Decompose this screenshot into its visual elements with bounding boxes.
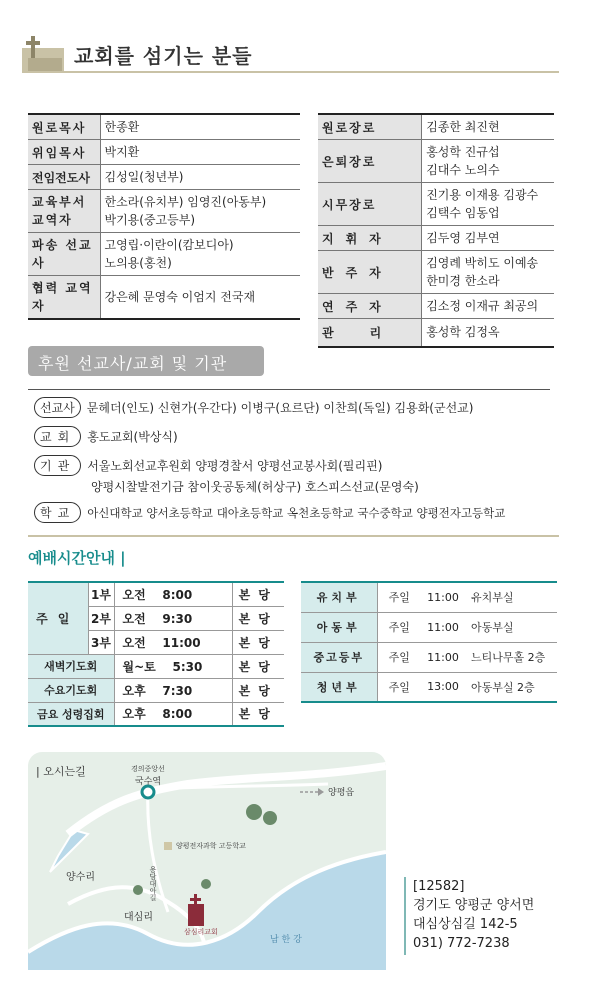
staff-value xyxy=(422,140,554,183)
missionary-list: 문헤더(인도) 신현가(우간다) 이병구(요르단) 이찬희(독일) 김용화(군선교) xyxy=(86,401,474,415)
service-clock: 9:30 xyxy=(162,611,193,626)
service-clock: 7:30 xyxy=(162,683,193,698)
staff-value-line: 홍성학 진규섭 xyxy=(426,145,500,159)
station-line-label: 경의중앙선 xyxy=(131,765,165,773)
service-time xyxy=(114,630,232,654)
staff-value: 강은혜 문영숙 이엄지 전국재 xyxy=(100,276,300,320)
table-row xyxy=(28,190,300,233)
service-ampm: 오전 xyxy=(122,635,146,650)
support-section-title: 후원 선교사/교회 및 기관 xyxy=(28,346,264,376)
table-row xyxy=(318,319,554,347)
address-bar xyxy=(404,877,406,955)
dept-place: 아동부실 2층 xyxy=(465,672,557,702)
service-ampm: 월~토 xyxy=(122,659,156,674)
service-place: 본당 xyxy=(232,630,284,654)
tree-icon xyxy=(263,811,277,825)
header-divider xyxy=(22,71,559,73)
zip-code: [12582] xyxy=(413,879,465,894)
church-cross-icon xyxy=(22,34,64,72)
service-time xyxy=(114,654,232,678)
staff-value: 김두영 김부연 xyxy=(422,226,554,251)
school-label: 양평전자과학 고등학교 xyxy=(176,842,246,850)
school-icon xyxy=(164,842,172,850)
staff-value: 한종환 xyxy=(100,114,300,140)
service-name: 금요 성령집회 xyxy=(28,702,114,726)
address-line-1: 경기도 양평군 양서면 xyxy=(413,898,535,913)
dept-day: 주일 xyxy=(377,612,421,642)
table-row xyxy=(28,582,284,606)
staff-value-line: 노의용(홍천) xyxy=(104,256,172,270)
dept-name: 유치부 xyxy=(301,582,377,612)
service-part: 2부 xyxy=(88,606,114,630)
dept-time: 13:00 xyxy=(421,672,465,702)
map-title-text: 오시는길 xyxy=(43,765,86,778)
phone-number: 031) 772-7238 xyxy=(413,936,510,951)
staff-value-line: 박기용(중고등부) xyxy=(104,213,196,227)
river-label: 남 한 강 xyxy=(270,935,302,945)
school-list: 아신대학교 양서초등학교 대아초등학교 옥천초등학교 국수중학교 양평전자고등학교 xyxy=(87,506,506,520)
dept-day: 주일 xyxy=(377,672,421,702)
staff-label: 전임전도사 xyxy=(28,165,100,190)
service-ampm: 오전 xyxy=(122,587,146,602)
service-place: 본당 xyxy=(232,582,284,606)
service-clock: 8:00 xyxy=(162,587,193,602)
address-line-2: 대심상심길 142-5 xyxy=(413,917,518,932)
station-icon xyxy=(142,786,154,798)
support-divider xyxy=(28,389,550,390)
dept-place: 유치부실 xyxy=(465,582,557,612)
org-tag: 기관 xyxy=(34,455,81,476)
service-clock: 8:00 xyxy=(162,707,193,722)
staff-label: 교육부서 교역자 xyxy=(28,190,100,233)
staff-value-line: 한미경 한소라 xyxy=(426,274,500,288)
service-place: 본당 xyxy=(232,606,284,630)
missionary-row xyxy=(34,397,473,418)
staff-value xyxy=(422,251,554,294)
service-part: 1부 xyxy=(88,582,114,606)
staff-label: 반주자 xyxy=(318,251,422,294)
service-time xyxy=(114,678,232,702)
tree-icon xyxy=(246,804,262,820)
staff-value xyxy=(100,190,300,233)
dept-name: 중고등부 xyxy=(301,642,377,672)
missionary-tag: 선교사 xyxy=(34,397,81,418)
dept-name: 아동부 xyxy=(301,612,377,642)
table-row xyxy=(301,582,557,612)
service-time xyxy=(114,582,232,606)
dept-place: 느티나무홀 2층 xyxy=(465,642,557,672)
staff-value-line: 김대수 노의수 xyxy=(426,163,500,177)
church-tag: 교회 xyxy=(34,426,81,447)
church-list: 홍도교회(박상식) xyxy=(87,430,178,444)
org-row xyxy=(34,455,382,476)
table-row xyxy=(318,183,554,226)
school-row xyxy=(34,502,505,523)
church-label: 삼심리교회 xyxy=(184,928,218,936)
dept-day: 주일 xyxy=(377,582,421,612)
service-place: 본당 xyxy=(232,702,284,726)
staff-label: 지휘자 xyxy=(318,226,422,251)
tree-icon xyxy=(201,879,211,889)
staff-value-line: 진기용 이재용 김광수 xyxy=(426,188,539,202)
staff-label: 협력 교역자 xyxy=(28,276,100,320)
staff-label: 원로목사 xyxy=(28,114,100,140)
table-row xyxy=(318,294,554,319)
org-list-1: 서울노회선교후원회 양평경찰서 양평선교봉사회(필리핀) xyxy=(87,459,383,473)
worship-table xyxy=(28,581,284,727)
staff-label: 원로장로 xyxy=(318,114,422,140)
service-ampm: 오후 xyxy=(122,707,146,722)
worship-title-text: 예배시간안내 xyxy=(28,549,115,567)
service-clock: 5:30 xyxy=(172,659,203,674)
table-row xyxy=(28,233,300,276)
staff-label: 위임목사 xyxy=(28,140,100,165)
table-row xyxy=(301,642,557,672)
yangsuri-label: 양수리 xyxy=(66,872,95,883)
table-row xyxy=(28,654,284,678)
staff-label: 파송 선교사 xyxy=(28,233,100,276)
staff-label: 관리 xyxy=(318,319,422,347)
staff-value: 김종한 최진현 xyxy=(422,114,554,140)
staff-label: 연주자 xyxy=(318,294,422,319)
table-row xyxy=(28,678,284,702)
service-time xyxy=(114,702,232,726)
table-row xyxy=(318,140,554,183)
service-ampm: 오후 xyxy=(122,683,146,698)
table-row xyxy=(318,251,554,294)
staff-value-line: 김영례 박히도 이예송 xyxy=(426,256,539,270)
section-divider xyxy=(28,535,559,537)
direction-label: 양평읍 xyxy=(328,788,355,798)
staff-table-right xyxy=(318,113,554,348)
department-table xyxy=(301,581,557,703)
table-row xyxy=(28,140,300,165)
staff-value: 김성일(청년부) xyxy=(100,165,300,190)
service-part: 3부 xyxy=(88,630,114,654)
table-row xyxy=(301,612,557,642)
service-ampm: 오전 xyxy=(122,611,146,626)
staff-value: 박지환 xyxy=(100,140,300,165)
address-block xyxy=(413,877,534,953)
service-name: 수요기도회 xyxy=(28,678,114,702)
church-row xyxy=(34,426,178,447)
school-tag: 학교 xyxy=(34,502,81,523)
dept-day: 주일 xyxy=(377,642,421,672)
church-icon xyxy=(188,904,204,926)
dept-time: 11:00 xyxy=(421,582,465,612)
dept-time: 11:00 xyxy=(421,642,465,672)
staff-value xyxy=(422,183,554,226)
table-row xyxy=(28,114,300,140)
staff-table-left xyxy=(28,113,300,320)
table-row xyxy=(28,702,284,726)
staff-value-line: 고영립·이란이(캄보디아) xyxy=(104,238,234,252)
staff-value: 홍성학 김정옥 xyxy=(422,319,554,347)
staff-label: 시무장로 xyxy=(318,183,422,226)
daesimri-label: 대심리 xyxy=(124,912,153,923)
service-name: 새벽기도회 xyxy=(28,654,114,678)
table-row xyxy=(28,165,300,190)
table-row xyxy=(301,672,557,702)
dept-time: 11:00 xyxy=(421,612,465,642)
sunday-label: 주일 xyxy=(28,582,88,654)
staff-label: 은퇴장로 xyxy=(318,140,422,183)
service-clock: 11:00 xyxy=(162,635,201,650)
table-row xyxy=(28,276,300,320)
service-time xyxy=(114,606,232,630)
station-label: 국수역 xyxy=(135,777,162,787)
service-place: 본당 xyxy=(232,654,284,678)
staff-value-line: 김택수 임동업 xyxy=(426,206,500,220)
page-title: 교회를 섬기는 분들 xyxy=(74,44,253,68)
table-row xyxy=(318,226,554,251)
org-list-2: 양평시찰발전기금 참이웃공동체(허상구) 호스피스선교(문영숙) xyxy=(91,480,419,494)
map-title: | 오시는길 xyxy=(36,765,86,778)
road-label: 용담대아길 xyxy=(149,866,157,901)
service-place: 본당 xyxy=(232,678,284,702)
staff-value: 김소정 이재규 최공의 xyxy=(422,294,554,319)
table-row xyxy=(318,114,554,140)
tree-icon xyxy=(133,885,143,895)
dept-name: 청년부 xyxy=(301,672,377,702)
staff-value-line: 한소라(유치부) 임영진(아동부) xyxy=(104,195,267,209)
staff-value xyxy=(100,233,300,276)
dept-place: 아동부실 xyxy=(465,612,557,642)
worship-title: 예배시간안내 | xyxy=(28,549,126,567)
